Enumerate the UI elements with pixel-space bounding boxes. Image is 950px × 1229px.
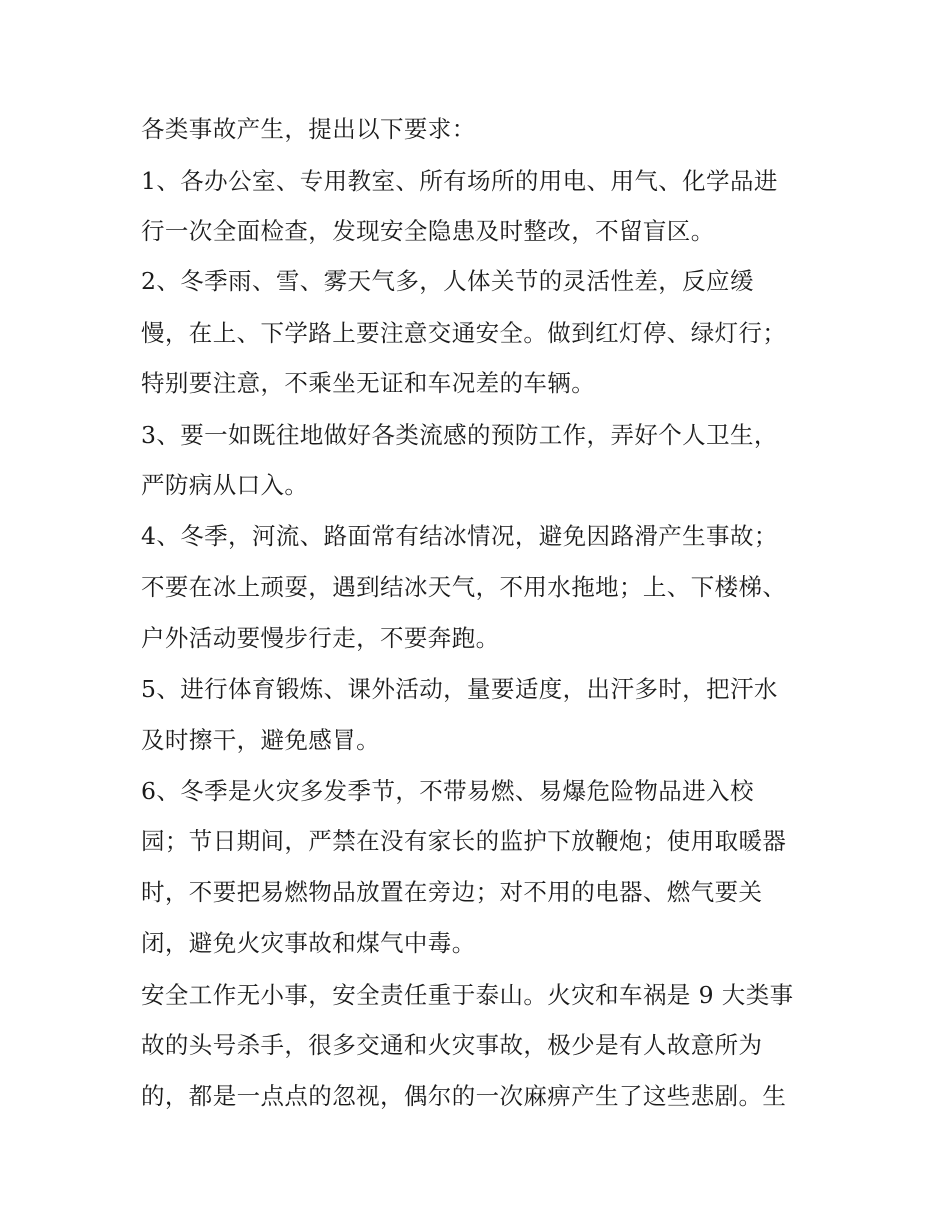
text-line: 安全工作无小事，安全责任重于泰山。火灾和车祸是 9 大类事 [141, 981, 794, 1009]
text-line: 特别要注意，不乘坐无证和车况差的车辆。 [141, 369, 596, 397]
text-line: 及时擦干，避免感冒。 [141, 726, 380, 754]
text-line: 各类事故产生，提出以下要求： [141, 115, 476, 143]
text-line: 1、各办公室、专用教室、所有场所的用电、用气、化学品进 [141, 167, 778, 195]
text-line: 故的头号杀手，很多交通和火灾事故，极少是有人故意所为 [141, 1031, 763, 1059]
text-line: 时，不要把易燃物品放置在旁边；对不用的电器、燃气要关 [141, 878, 763, 906]
text-line: 不要在冰上顽耍，遇到结冰天气，不用水拖地；上、下楼梯、 [141, 573, 787, 601]
text-line: 户外活动要慢步行走，不要奔跑。 [141, 624, 500, 652]
text-line: 3、要一如既往地做好各类流感的预防工作，弄好个人卫生， [141, 421, 778, 449]
text-line: 2、冬季雨、雪、雾天气多，人体关节的灵活性差，反应缓 [141, 267, 754, 295]
text-line: 4、冬季，河流、路面常有结冰情况，避免因路滑产生事故； [141, 522, 778, 550]
text-line: 闭，避免火灾事故和煤气中毒。 [141, 929, 476, 957]
text-line: 严防病从口入。 [141, 471, 309, 499]
text-line: 行一次全面检查，发现安全隐患及时整改，不留盲区。 [141, 217, 715, 245]
text-line: 园；节日期间，严禁在没有家长的监护下放鞭炮；使用取暖器 [141, 827, 787, 855]
text-line: 5、进行体育锻炼、课外活动，量要适度，出汗多时，把汗水 [141, 675, 778, 703]
text-line: 慢，在上、下学路上要注意交通安全。做到红灯停、绿灯行； [141, 319, 787, 347]
text-line: 6、冬季是火灾多发季节，不带易燃、易爆危险物品进入校 [141, 777, 754, 805]
text-line: 的，都是一点点的忽视，偶尔的一次麻痹产生了这些悲剧。生 [141, 1082, 787, 1110]
